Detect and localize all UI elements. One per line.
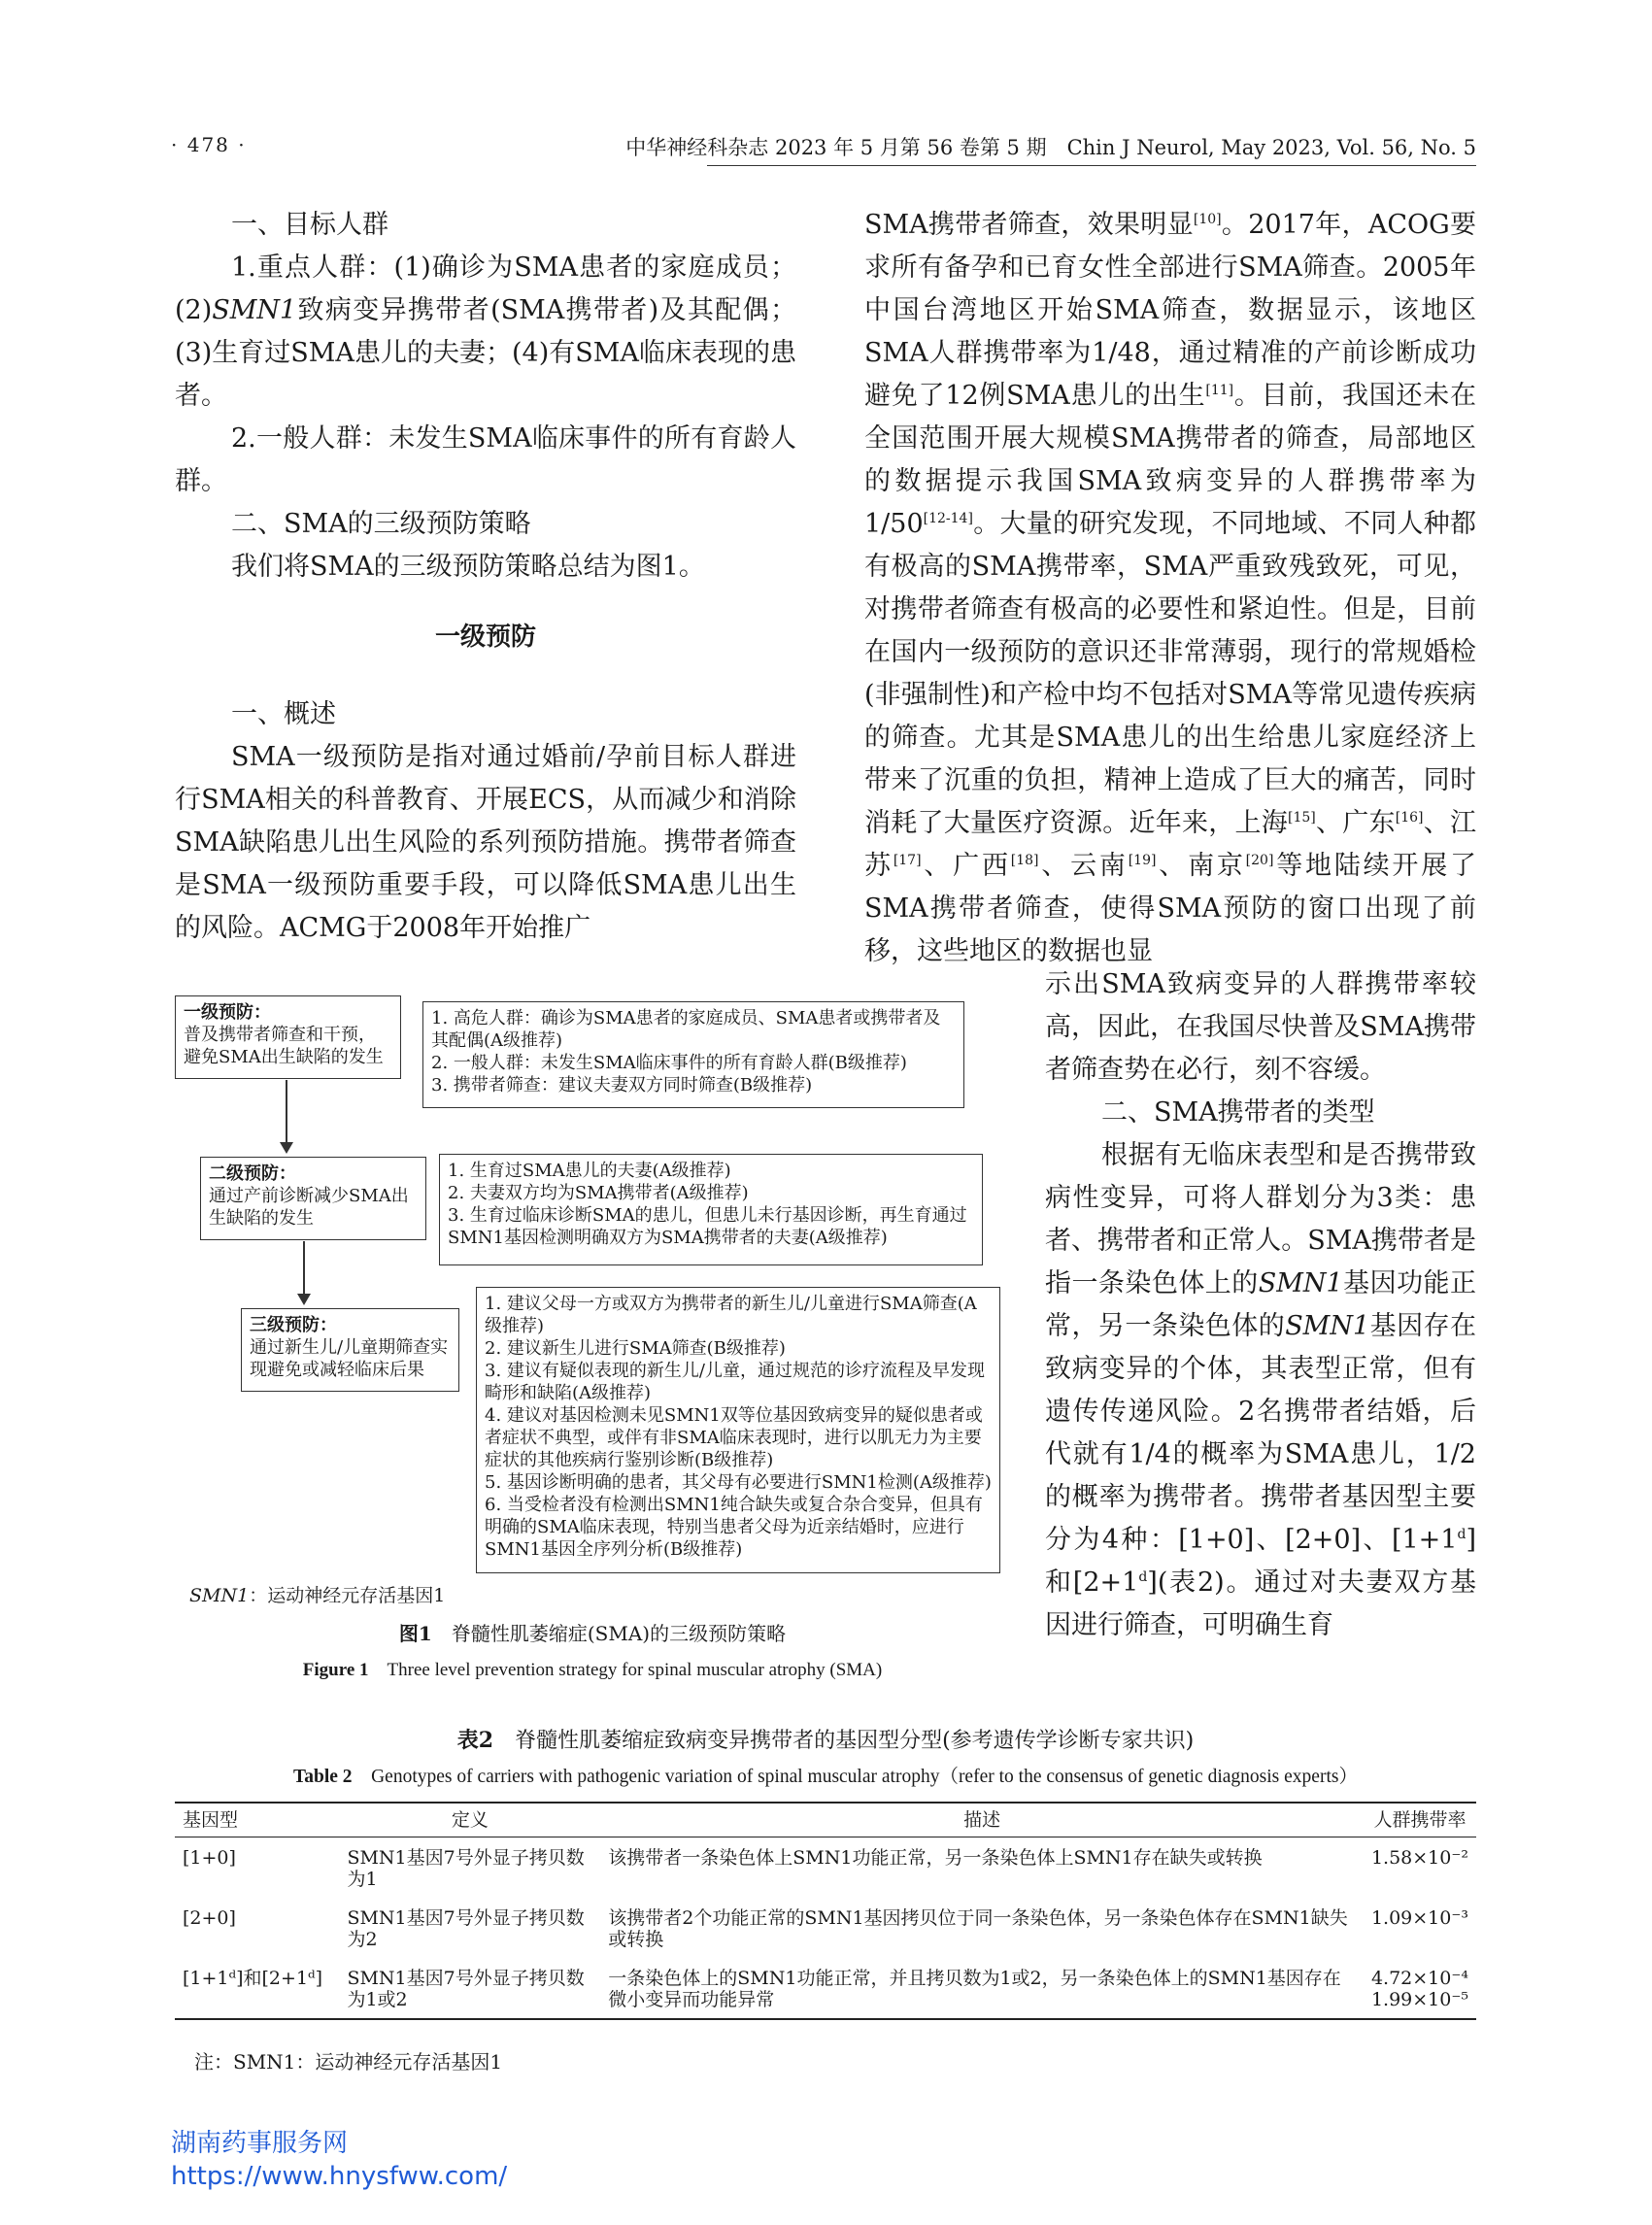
cell-description: 该携带者2个功能正常的SMN1基因拷贝位于同一条染色体，另一条染色体存在SMN1缺失或转换 [608,1907,1348,1950]
table-caption-en: Table 2 Genotypes of carriers with pathogenic variation of spinal muscular atrophy（refer to the consensus of genetic diagnosis experts） [293,1767,1358,1787]
header-rule [707,165,1476,166]
right-column [864,204,1476,973]
cell-genotype: [1+1ᵈ]和[2+1ᵈ] [175,1958,339,2019]
paragraph-screening: SMA携带者筛查，效果明显[10]。2017年，ACOG要求所有备孕和已育女性全部进行SMA筛查。2005年中国台湾地区开始SMA筛查，数据显示，该地区SMA人群携带率为1/48，通过精准的产前诊断成功避免了12例SMA患儿的出生[11]。目前，我国还未在全国范围开展大规模SMA携带者的筛查，局部地区的数据提示我国SMA致病变异的人群携带率为1/50[12-14]。大量的研究发现，不同地域、不同人种都有极高的SMA携带率，SMA严重致残致死，可见，对携带者筛查有极高的必要性和紧迫性。但是，目前在国内一级预防的意识还非常薄弱，现行的常规婚检(非强制性)和产检中均不包括对SMA等常见遗传疾病的筛查。尤其是SMA患儿的出生给患儿家庭经济上带来了沉重的负担，精神上造成了巨大的痛苦，同时消耗了大量医疗资源。近年来，上海[15]、广东[16]、江苏[17]、广西[18]、云南[19]、南京[20]等地陆续开展了SMA携带者筛查，使得SMA预防的窗口出现了前移，这些地区的数据也显 [864,210,1477,966]
column-header: 人群携带率 [1364,1803,1476,1837]
paragraph-general-population: 2.一般人群：未发生SMA临床事件的所有育龄人群。 [175,423,796,496]
recommendation-list: 1. 生育过SMA患儿的夫妻(A级推荐) 2. 夫妻双方均为SMA携带者(A级推荐) 3. 生育过临床诊断SMA的患儿，但患儿未行基因诊断，再生育通过SMN1基因检测明确双方为SMA携带者的夫妻(A级推荐) [448,1161,967,1248]
citation: [19] [1128,853,1157,868]
paragraph-carrier-types: 根据有无临床表型和是否携带致病性变异，可将人群划分为3类：患者、携带者和正常人。SMA携带者是指一条染色体上的SMN1基因功能正常，另一条染色体的SMN1基因存在致病变异的个体，其表型正常，但有遗传传递风险。2名携带者结婚，后代就有1/4的概率为SMA患儿，1/2的概率为携带者。携带者基因型主要分为4种：[1+0]、[2+0]、$[1+1^d]$和$[2+1^d]$(表2)。通过对夫妻双方基因进行筛查，可明确生育 [1045,1140,1477,1640]
cell-definition: SMN1基因7号外显子拷贝数为2 [347,1907,585,1950]
cell-genotype: [1+0] [183,1847,236,1869]
table-row [175,1898,1476,1958]
table-header-row [175,1803,1476,1837]
genotype-table [175,1802,1476,2020]
left-column [175,204,796,950]
cell-description: 该携带者一条染色体上SMN1功能正常，另一条染色体上SMN1存在缺失或转换 [608,1847,1263,1869]
citation: [10] [1193,212,1222,227]
level3-box: 三级预防： 通过新生儿/儿童期筛查实现避免或减轻临床后果 [241,1308,459,1392]
figure-caption-cn: 图1 脊髓性肌萎缩症(SMA)的三级预防策略 [398,1622,787,1645]
heading-overview: 一、概述 [231,699,336,729]
section-title-primary-prevention: 一级预防 [434,623,536,652]
arrow-down-icon [297,1294,311,1305]
right-column-narrow [1045,963,1476,1647]
journal-header: 中华神经科杂志 2023 年 5 月第 56 卷第 5 期 Chin J Neurol, May 2023, Vol. 56, No. 5 [625,136,1476,159]
figure-prevention-flowchart [175,995,1010,1578]
heading-target-population: 一、目标人群 [231,210,388,240]
recommendation-list: 1. 建议父母一方或双方为携带者的新生儿/儿童进行SMA筛查(A级推荐) 2. 建议新生儿进行SMA筛查(B级推荐) 3. 建议有疑似表现的新生儿/儿童，通过规范的诊疗流程及早发现畸形和缺陷(A级推荐) 4. 建议对基因检测未见SMN1双等位基因致病变异的疑似患者或者症状不典型，或伴有非SMA临床表现时，进行以肌无力为主要症状的其他疾病行鉴别诊断(B级推荐) 5. 基因诊断明确的患者，其父母有必要进行SMN1检测(A级推荐) 6. 当受检者没有检测出SMN1纯合缺失或复合杂合变异，但具有明确的SMA临床表现，特别当患者父母为近亲结婚时，应进行SMN1基因全序列分析(B级推荐) [485,1294,992,1560]
citation: [20] [1245,853,1274,868]
paragraph-screening-cont: 示出SMA致病变异的人群携带率较高，因此，在我国尽快普及SMA携带者筛查势在必行，刻不容缓。 [1045,969,1476,1085]
table-caption-cn: 表2 脊髓性肌萎缩症致病变异携带者的基因型分型(参考遗传学诊断专家共识) [456,1728,1195,1753]
table-note: 注：SMN1：运动神经元存活基因1 [194,2050,503,2073]
cell-description: 一条染色体上的SMN1功能正常，并且拷贝数为1或2，另一条染色体上的SMN1基因存在微小变异而功能异常 [600,1958,1364,2019]
column-header: 定义 [339,1803,600,1837]
paragraph-overview: SMA一级预防是指对通过婚前/孕前目标人群进行SMA相关的科普教育、开展ECS，从而减少和消除SMA缺陷患儿出生风险的系列预防措施。携带者筛查是SMA一级预防重要手段，可以降低SMA患儿出生的风险。ACMG于2008年开始推广 [175,742,796,943]
recommendation-list: 1. 高危人群：确诊为SMA患者的家庭成员、SMA患者或携带者及其配偶(A级推荐) 2. 一般人群：未发生SMA临床事件的所有育龄人群(B级推荐) 3. 携带者筛查：建议夫妻双方同时筛查(B级推荐) [431,1008,941,1096]
arrow-line [303,1241,305,1296]
page-number: · 478 · [171,133,247,156]
watermark-site-name: 湖南药事服务网 [171,2129,349,2158]
level1-recommendations [422,1001,964,1108]
citation: [16] [1395,810,1424,826]
heading-prevention-strategy: 二、SMA的三级预防策略 [231,509,531,539]
cell-definition: SMN1基因7号外显子拷贝数为1或2 [339,1958,600,2019]
cell-rate: 1.58×10⁻² [1370,1847,1468,1869]
citation: [12-14] [923,511,973,526]
cell-genotype: [2+0] [183,1907,236,1929]
column-header: 基因型 [175,1803,339,1837]
cell-rate: 4.72×10⁻⁴ 1.99×10⁻⁵ [1364,1958,1476,2019]
level3-recommendations [476,1287,1000,1573]
table-row [175,1837,1476,1899]
cell-rate: 1.09×10⁻³ [1370,1907,1468,1929]
arrow-line [286,1080,287,1144]
level2-recommendations [439,1154,983,1265]
citation: [18] [1010,853,1039,868]
level1-box: 一级预防： 普及携带者筛查和干预，避免SMA出生缺陷的发生 [175,995,401,1079]
level2-box: 二级预防： 通过产前诊断减少SMA出生缺陷的发生 [200,1157,426,1240]
column-header: 描述 [600,1803,1364,1837]
cell-definition: SMN1基因7号外显子拷贝数为1 [347,1847,585,1890]
heading-carrier-types: 二、SMA携带者的类型 [1101,1097,1375,1128]
paragraph-summary: 我们将SMA的三级预防策略总结为图1。 [231,552,705,582]
figure-caption-en: Figure 1 Three level prevention strategy for spinal muscular atrophy (SMA) [302,1660,883,1680]
paragraph-key-population: 1.重点人群：(1)确诊为SMA患者的家庭成员；(2)SMN1致病变异携带者(SMA携带者)及其配偶；(3)生育过SMA患儿的夫妻；(4)有SMA临床表现的患者。 [175,253,796,411]
citation: [11] [1205,383,1234,398]
table-row [175,1958,1476,2019]
arrow-down-icon [280,1142,293,1154]
figure-note: SMN1：运动神经元存活基因1 [189,1585,446,1606]
gene-smn1: SMN1 [212,295,297,325]
citation: [17] [893,853,922,868]
watermark [171,2127,507,2193]
citation: [15] [1288,810,1316,826]
watermark-url[interactable]: https://www.hnysfww.com/ [171,2162,508,2191]
